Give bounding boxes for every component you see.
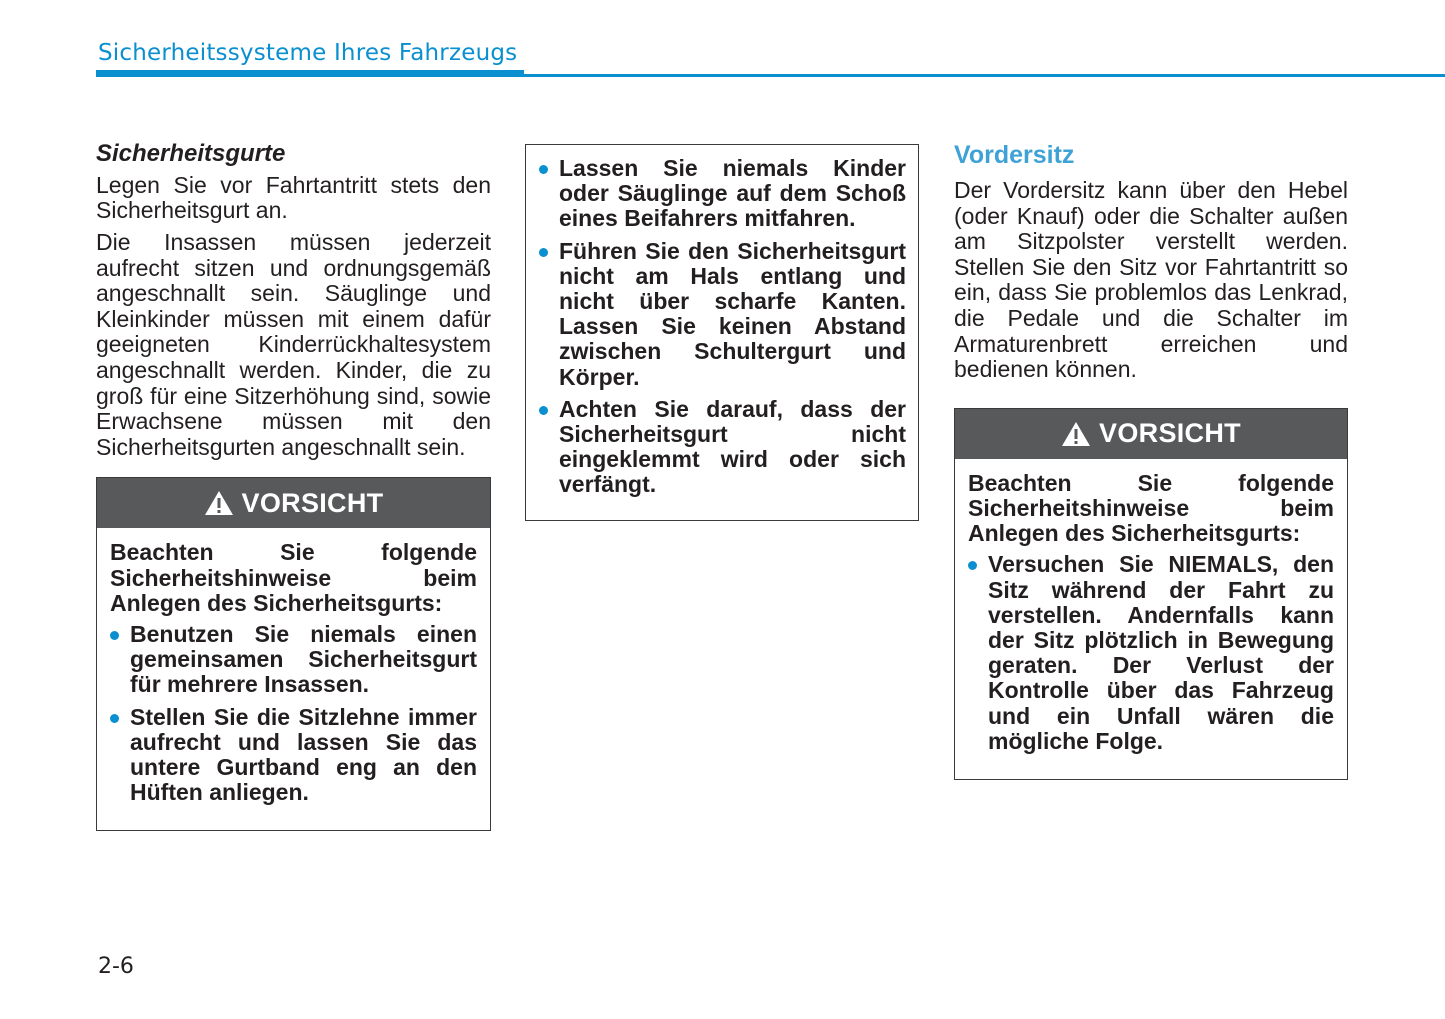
caution-intro: Beachten Sie folgende Sicherheitshinweise beim Anlegen des Sicherheitsgurts: [968,469,1334,547]
warning-triangle-icon [1061,421,1091,447]
list-item: Versuchen Sie NIEMALS, den Sitz während der Fahrt zu verstellen. Andernfalls kann der Sitz plötzlich in Bewegung geraten. Der Verlust der Kontrolle über das Fahrzeug und ein Unfall wären die mögliche Folge. [968,552,1334,754]
caution-title: VORSICHT [1099,418,1241,449]
bullet-dot-icon [110,714,119,723]
list-item: Benutzen Sie niemals einen gemeinsamen Sicherheitsgurt für mehrere Insassen. [110,622,477,698]
bullet-dot-icon [539,165,548,174]
section-title: Sicherheitssysteme Ihres Fahrzeugs [98,40,518,66]
bullet-dot-icon [539,406,548,415]
left-column [96,140,491,831]
page-number: 2-6 [98,954,134,979]
caution-header [955,409,1347,459]
continuation-body [526,145,918,520]
list-item: Stellen Sie die Sitzlehne immer aufrecht und lassen Sie das untere Gurtband eng an den Hüften anliegen. [110,705,477,806]
bullet-dot-icon [539,248,548,257]
list-item: Achten Sie darauf, dass der Sicherheitsgurt nicht eingeklemmt wird oder sich verfängt. [539,397,906,498]
list-item: Führen Sie den Sicherheitsgurt nicht am Hals entlang und nicht über scharfe Kanten. Lassen Sie keinen Abstand zwischen Schultergurt und Körper. [539,239,906,390]
caution-list [110,622,477,805]
caution-title: VORSICHT [241,487,384,518]
vordersitz-paragraph: Der Vordersitz kann über den Hebel (oder Knauf) oder die Schalter außen am Sitzpolster verstellt werden. Stellen Sie den Sitz vor Fahrtantritt so ein, dass Sie problemlos das Lenkrad, die Pedale und die Schalter im Armaturenbrett erreichen und bedienen können. [954,177,1348,383]
warning-triangle-icon [204,490,234,516]
caution-intro: Beachten Sie folgende Sicherheitshinweise beim Anlegen des Sicherheitsgurts: [110,539,477,616]
bullet-dot-icon [110,631,119,640]
continuation-list [539,156,906,498]
header-rule-thick [96,70,524,77]
caution-body [955,459,1347,779]
caution-list [968,552,1334,754]
list-item: Lassen Sie niemals Kinder oder Säuglinge auf dem Schoß eines Beifahrers mitfahren. [539,156,906,232]
caution-box-seatbelt [96,477,491,831]
caution-body [97,528,490,830]
heading-vordersitz: Vordersitz [954,141,1075,169]
occupants-paragraph: Die Insassen müssen jederzeit aufrecht sitzen und ordnungsgemäß angeschnallt sein. Säuglinge und Kleinkinder müssen mit einem dafür geeigneten Kinderrückhaltesystem angeschnallt werden. Kinder, die zu groß für eine Sitzerhöhung sind, sowie Erwachsene müssen mit den Sicherheitsgurten angeschnallt sein. [96,228,491,460]
bullet-dot-icon [968,561,977,570]
subheading-sicherheitsgurte: Sicherheitsgurte [96,140,286,167]
caution-header [97,478,490,528]
caution-box-seat [954,408,1348,780]
right-column [954,140,1348,780]
middle-column [525,144,919,521]
header-rule-thin [524,74,1445,77]
intro-paragraph: Legen Sie vor Fahrtantritt stets den Sicherheitsgurt an. [96,171,491,224]
caution-continuation-box [525,144,919,521]
